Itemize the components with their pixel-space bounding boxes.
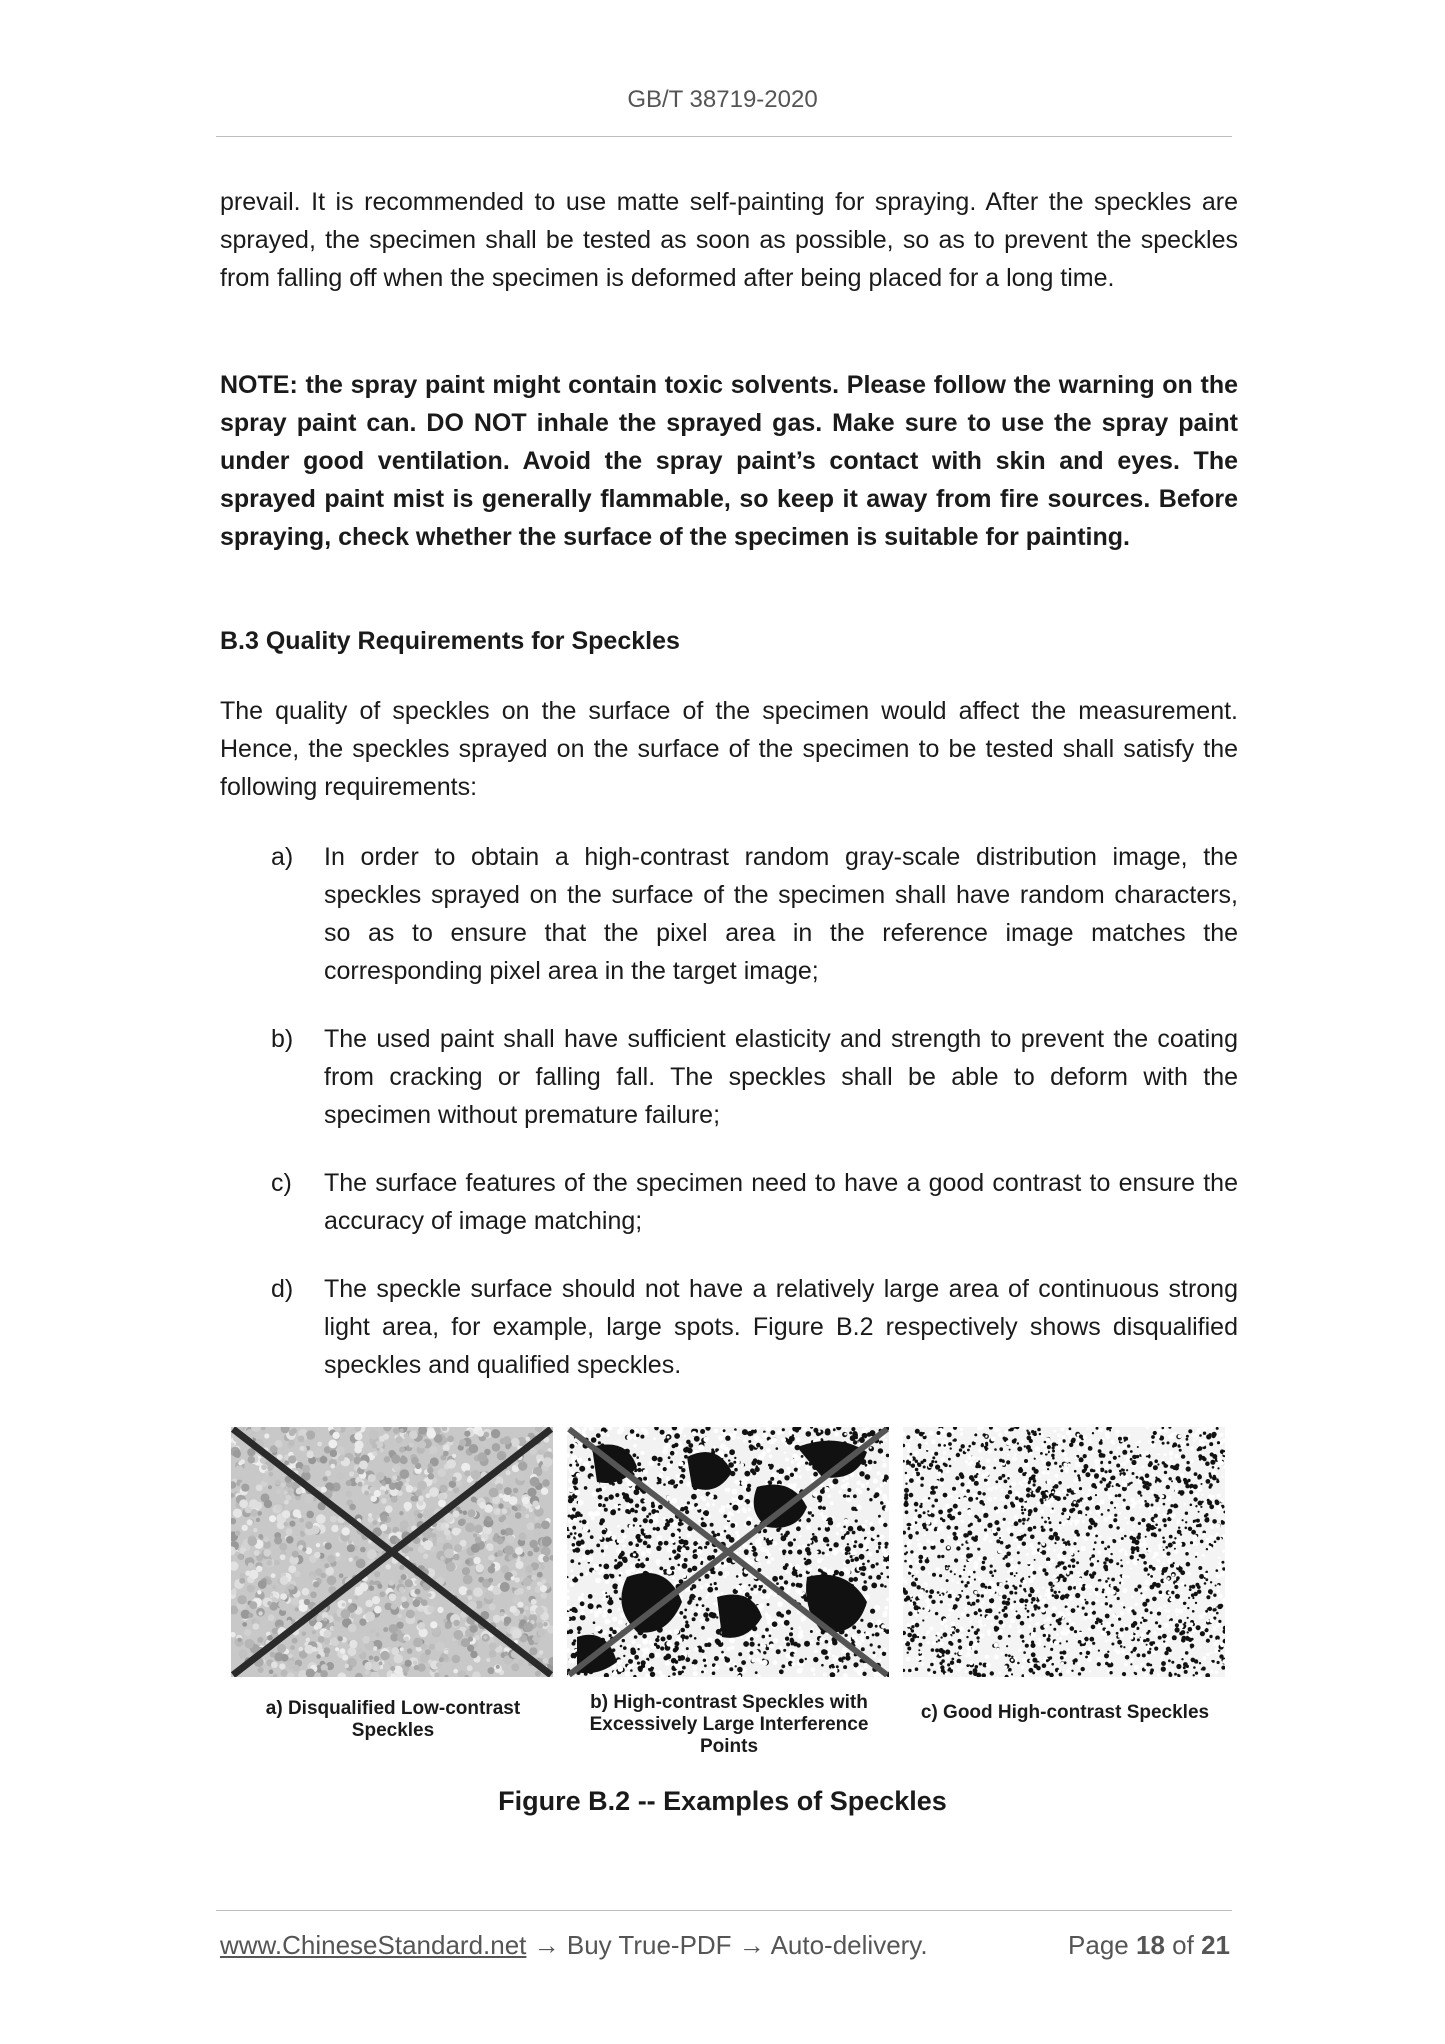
list-marker: b) [271, 1025, 294, 1053]
list-marker: a) [271, 843, 294, 871]
figure-caption-b: b) High-contrast Speckles with Excessively Large Interference Points [589, 1692, 869, 1757]
page-label: Page [1068, 1930, 1129, 1960]
list-item-text: The used paint shall have sufficient elasticity and strength to prevent the coating from cracking or falling fall. The speckles shall be able to deform with the specimen without premature failure; [324, 1025, 1238, 1129]
website-link[interactable]: www.ChineseStandard.net [220, 1930, 527, 1960]
section-title: B.3 Quality Requirements for Speckles [220, 627, 680, 655]
paragraph-quality: The quality of speckles on the surface of the specimen would affect the measurement. Hence, the speckles sprayed on the surface of the specimen to be tested shall satisfy the following requirements: [220, 697, 1238, 801]
paragraph-prevail: prevail. It is recommended to use matte self-painting for spraying. After the speckles are sprayed, the specimen shall be tested as soon as possible, so as to prevent the speckles from falling off when the specimen is deformed after being placed for a long time. [220, 188, 1238, 292]
list-item-text: In order to obtain a high-contrast random gray-scale distribution image, the speckles sprayed on the surface of the specimen shall have random characters, so as to ensure that the pixel area in the reference image matches the corresponding pixel area in the target image; [324, 843, 1238, 985]
header-rule [216, 136, 1232, 137]
figure-caption-a: a) Disqualified Low-contrast Speckles [265, 1698, 521, 1741]
footer [220, 1930, 1230, 1961]
footer-rule [216, 1910, 1232, 1911]
speckle-image-good [903, 1427, 1225, 1677]
list-item-text: The surface features of the specimen need to have a good contrast to ensure the accuracy of image matching; [324, 1169, 1238, 1235]
speckle-image-interference [567, 1427, 889, 1677]
footer-tagline: → Buy True-PDF → Auto-delivery. [526, 1930, 928, 1960]
figure-caption-c: c) Good High-contrast Speckles [920, 1702, 1210, 1723]
list-item-text: The speckle surface should not have a relatively large area of continuous strong light area, for example, large spots. Figure B.2 respectively shows disqualified speckles and qualified speckles. [324, 1275, 1238, 1379]
note-paragraph: NOTE: the spray paint might contain toxic solvents. Please follow the warning on the spray paint can. DO NOT inhale the sprayed gas. Make sure to use the spray paint under good ventilation. Avoid the spray paint’s contact with skin and eyes. The sprayed paint mist is generally flammable, so keep it away from fire sources. Before spraying, check whether the surface of the specimen is suitable for painting. [220, 371, 1238, 551]
speckle-image-low-contrast [231, 1427, 553, 1677]
page-current: 18 [1136, 1930, 1165, 1960]
page-total: 21 [1201, 1930, 1230, 1960]
document-id-header: GB/T 38719-2020 [627, 86, 818, 113]
list-marker: d) [271, 1275, 294, 1303]
page-indicator [1068, 1930, 1230, 1961]
list-marker: c) [271, 1169, 292, 1197]
figure-title: Figure B.2 -- Examples of Speckles [498, 1786, 947, 1816]
page-of: of [1172, 1930, 1194, 1960]
